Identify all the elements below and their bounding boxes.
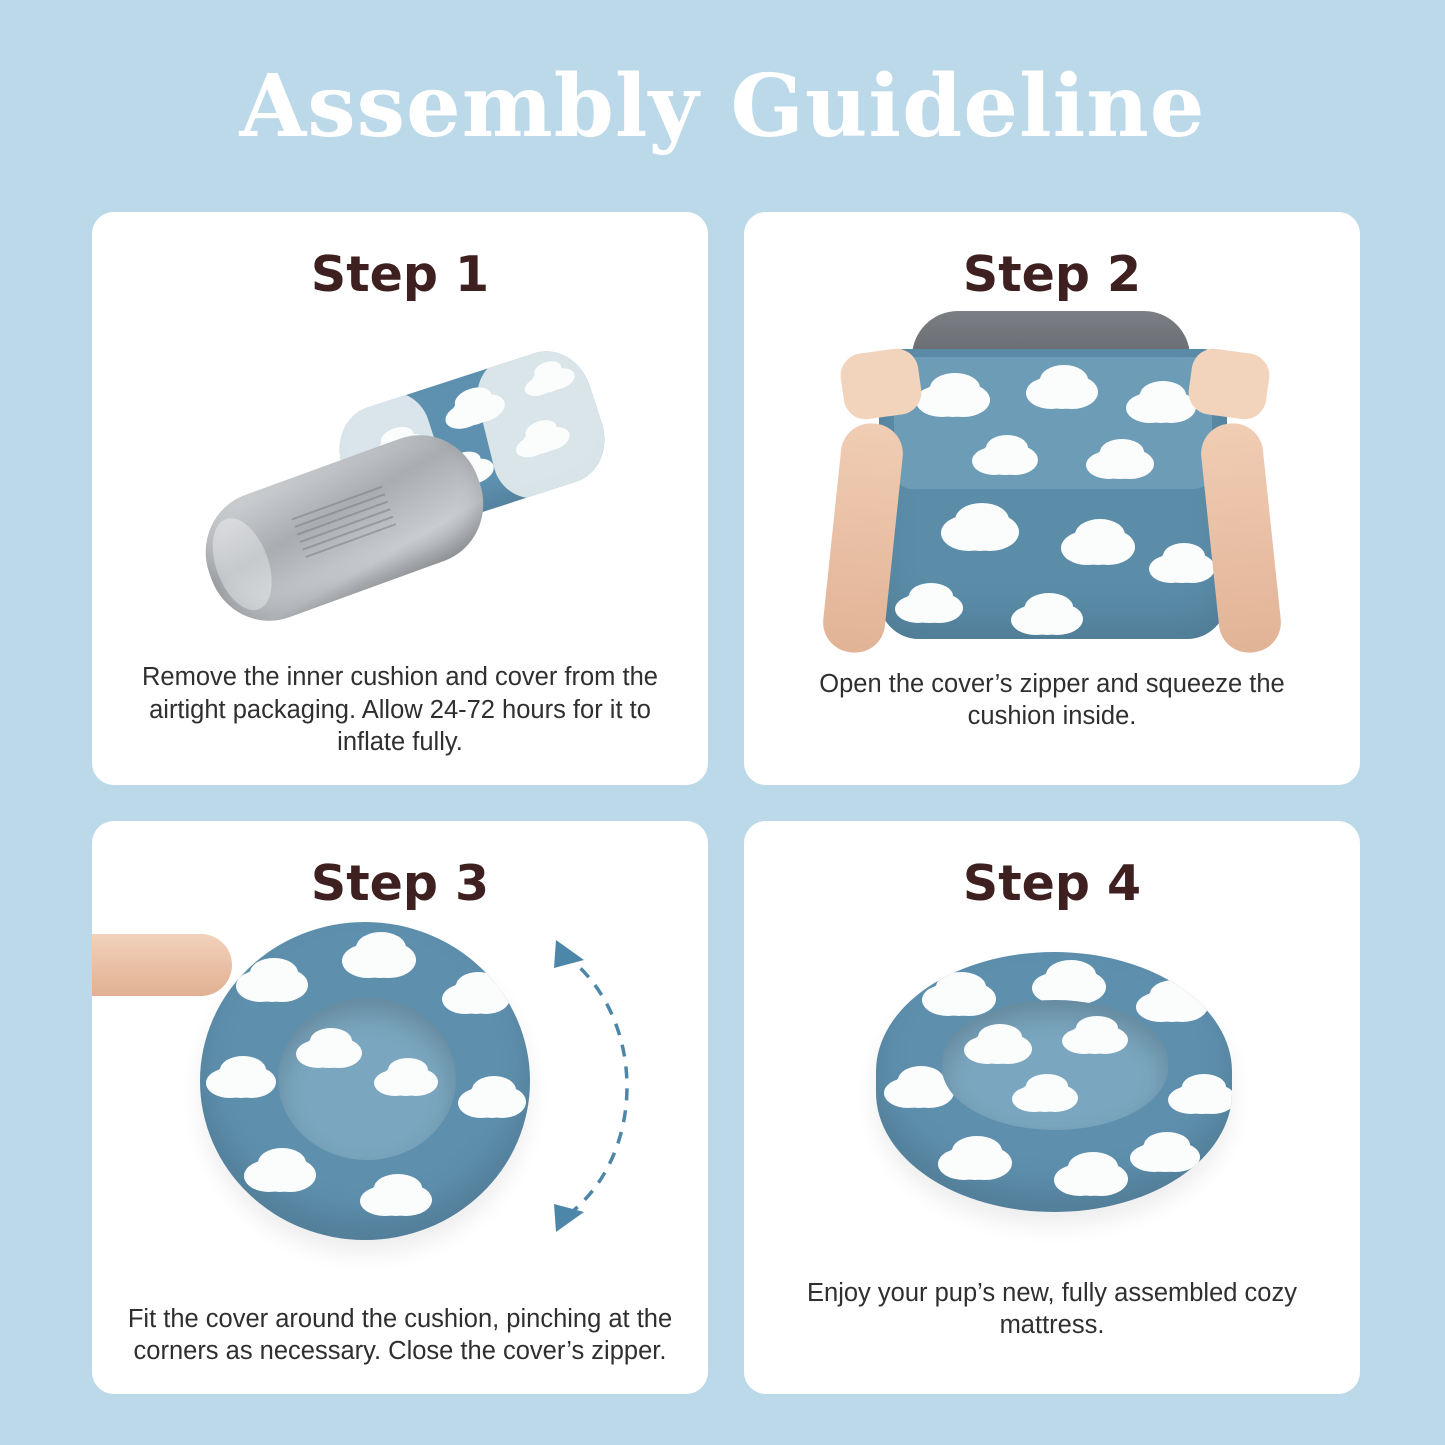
plastic-wrap-right (469, 340, 617, 507)
cloud-pattern (903, 589, 955, 623)
cloud-pattern (1020, 1080, 1070, 1112)
step-caption-1: Remove the inner cushion and cover from the airtight packaging. Allow 24-72 hours for it to inflate fully. (142, 663, 658, 757)
step-4-illustration (744, 912, 1360, 1262)
step-2-illustration (744, 303, 1360, 653)
cloud-pattern (924, 379, 982, 417)
cloud-pattern (350, 938, 408, 978)
cover-flap-graphic (894, 357, 1212, 489)
cloud-pattern (930, 978, 988, 1016)
cloud-pattern (946, 1142, 1004, 1180)
cloud-pattern (892, 1072, 946, 1108)
cloud-pattern (1157, 549, 1207, 583)
cloud-pattern (949, 509, 1011, 551)
step-heading-1: Step 1 (310, 246, 490, 303)
step-heading-4: Step 4 (962, 855, 1142, 912)
cloud-pattern (368, 1180, 424, 1216)
step-card-1 (92, 212, 708, 785)
step-caption-3: Fit the cover around the cushion, pinching at the corners as necessary. Close the cover’s zipper. (127, 1304, 673, 1366)
cloud-pattern (1070, 1022, 1120, 1054)
cloud-pattern (1034, 371, 1090, 409)
cloud-pattern (1134, 387, 1188, 423)
right-hand-graphic (1186, 346, 1272, 422)
step-1-illustration (92, 303, 708, 653)
dog-bed-center (278, 998, 456, 1160)
cloud-pattern (466, 1082, 518, 1118)
cloud-pattern (450, 978, 502, 1014)
step-caption-4: Enjoy your pup’s new, fully assembled cozy mattress. (807, 1278, 1297, 1340)
cloud-pattern (1069, 525, 1127, 565)
step-3-illustration (92, 912, 708, 1262)
step-card-2 (744, 212, 1360, 785)
hand-graphic (92, 934, 232, 996)
step-caption-2: Open the cover’s zipper and squeeze the cushion inside. (819, 669, 1285, 731)
step-card-3 (92, 821, 708, 1394)
dog-bed-graphic (200, 922, 530, 1240)
page-title: Assembly Guideline (239, 56, 1206, 157)
cloud-pattern (1040, 966, 1098, 1004)
cloud-pattern (382, 1064, 430, 1096)
step-heading-2: Step 2 (962, 246, 1142, 303)
cloud-pattern (1019, 599, 1075, 635)
left-hand-graphic (838, 346, 924, 422)
cloud-pattern (252, 1154, 308, 1192)
step-card-4 (744, 821, 1360, 1394)
cloud-pattern (1062, 1158, 1120, 1196)
cloud-pattern (972, 1030, 1024, 1064)
cloud-pattern (214, 1062, 268, 1098)
cloud-pattern (1176, 1080, 1228, 1114)
cloud-pattern (244, 964, 300, 1002)
package-label (292, 486, 397, 558)
cloud-pattern (1094, 445, 1146, 479)
cloud-pattern (1144, 986, 1200, 1022)
dog-bed-center (942, 1000, 1168, 1130)
step-heading-3: Step 3 (310, 855, 490, 912)
steps-grid (92, 212, 1360, 1394)
cloud-pattern (304, 1034, 354, 1068)
cloud-pattern (1138, 1138, 1192, 1172)
cloud-pattern (980, 441, 1030, 475)
assembled-dog-bed-graphic (876, 952, 1232, 1212)
rotation-arrow-icon (530, 920, 690, 1250)
